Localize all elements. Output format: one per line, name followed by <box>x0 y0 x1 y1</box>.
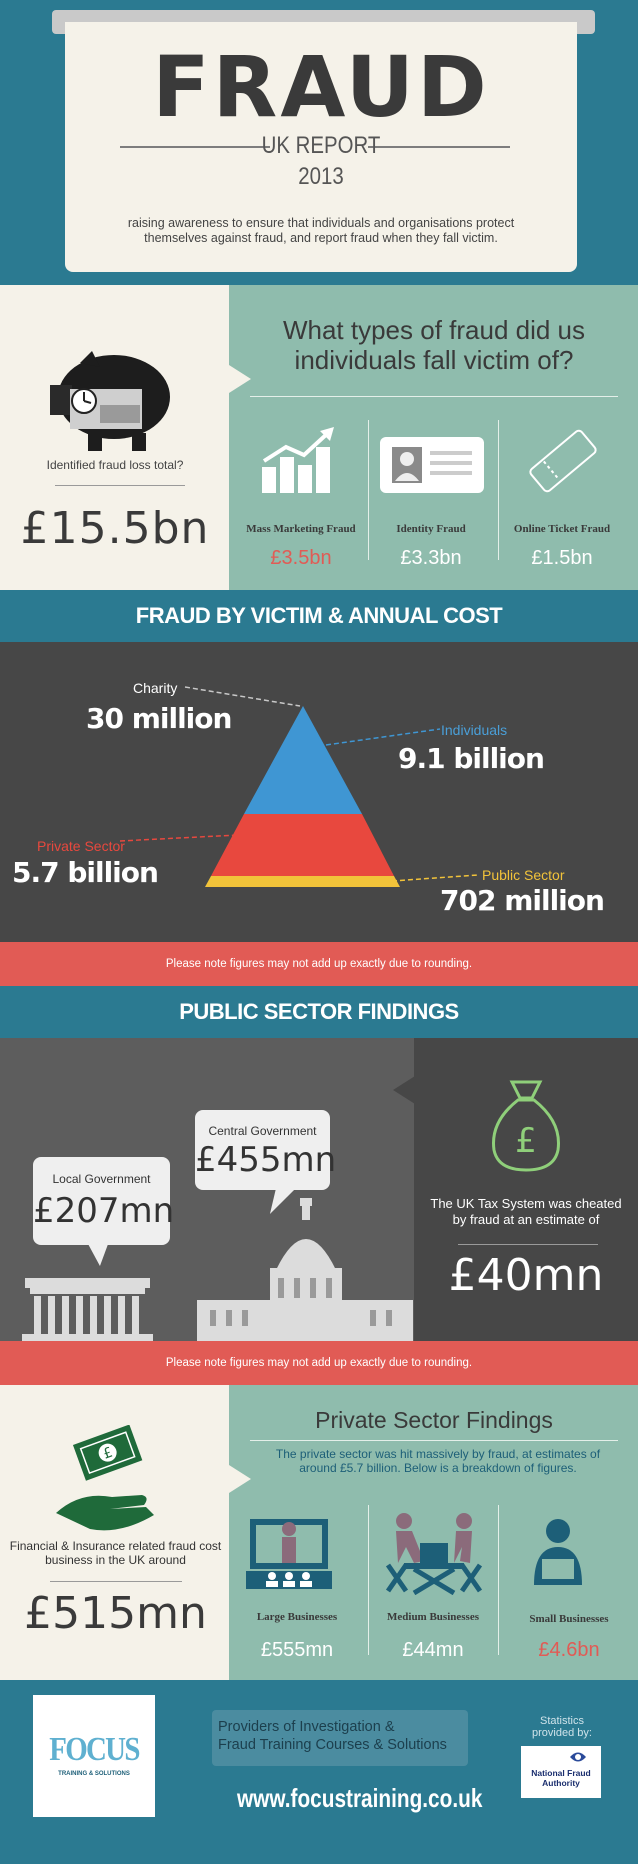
loss-divider <box>55 485 185 486</box>
victim-banner: FRAUD BY VICTIM & ANNUAL COST <box>0 590 638 642</box>
category-value-0: £3.5bn <box>270 547 332 569</box>
large-business-icon <box>246 1513 332 1593</box>
local-government-value: £207mn <box>33 1191 175 1231</box>
central-government-value: £455mn <box>195 1140 337 1180</box>
business-value-1: £44mn <box>402 1639 464 1661</box>
chart-icon <box>258 425 338 495</box>
column-divider-1 <box>368 420 369 560</box>
providers-line-2: Fraud Training Courses & Solutions <box>218 1737 447 1753</box>
tagline: raising awareness to ensure that individuals and organisations protect themselves against fraud, and report fraud when they fall victim. <box>127 216 515 245</box>
individuals-value: 9.1 billion <box>398 742 544 775</box>
business-label-1: Medium Businesses <box>387 1611 479 1623</box>
pyramid-individuals <box>244 706 362 814</box>
business-value-0: £555mn <box>260 1639 334 1661</box>
business-label-2: Small Businesses <box>529 1613 609 1625</box>
rounding-note-1: Please note figures may not add up exactly due to rounding. <box>0 942 638 986</box>
header-section <box>0 0 638 285</box>
category-label-0: Mass Marketing Fraud <box>246 523 356 535</box>
financial-fraud-value: £515mn <box>24 1588 207 1639</box>
money-hand-icon <box>50 1425 160 1535</box>
private-sector-title: Private Sector Findings <box>315 1407 553 1433</box>
svg-text:£: £ <box>101 1444 115 1463</box>
central-government-bubble <box>195 1110 337 1190</box>
local-bubble-tail <box>88 1244 112 1266</box>
report-year: 2013 <box>298 163 344 190</box>
money-bag-icon <box>488 1076 564 1174</box>
loss-total-label: Identified fraud loss total? <box>46 458 184 472</box>
column-divider-2 <box>498 420 499 560</box>
providers-line-1: Providers of Investigation & <box>218 1719 395 1735</box>
private-sector-section <box>0 1385 638 1680</box>
pyramid-public-sector <box>205 876 400 887</box>
nfa-logo[interactable] <box>521 1746 601 1798</box>
private-sector-label: Private Sector <box>37 838 125 854</box>
category-label-1: Identity Fraud <box>396 523 466 535</box>
public-sector-value: 702 million <box>440 884 604 917</box>
eye-icon <box>569 1750 587 1764</box>
pyramid-private-sector <box>211 814 394 876</box>
piggy-bank-icon <box>40 345 180 465</box>
public-sector-banner: PUBLIC SECTOR FINDINGS <box>0 986 638 1038</box>
central-government-label: Central Government <box>208 1124 317 1138</box>
svg-text:£: £ <box>515 1121 537 1161</box>
fraud-types-question: What types of fraud did us individuals fall victim of? <box>282 315 586 375</box>
providers-box <box>212 1710 468 1766</box>
individuals-label: Individuals <box>441 722 508 738</box>
category-value-1: £3.3bn <box>400 547 462 569</box>
private-panel-arrow <box>229 1465 251 1493</box>
report-subtitle: UK REPORT <box>261 132 381 159</box>
private-sector-intro: The private sector was hit massively by fraud, at estimates of around £5.7 billion. Below is a breakdown of figures. <box>275 1447 601 1475</box>
ticket-icon <box>520 421 606 501</box>
focus-logo-text: FOCUS <box>49 1731 139 1768</box>
small-business-icon <box>528 1517 588 1589</box>
local-government-bubble <box>33 1157 175 1245</box>
loss-total-value: £15.5bn <box>20 503 210 554</box>
tax-text: The UK Tax System was cheated by fraud at an estimate of <box>430 1196 622 1227</box>
private-sector-value: 5.7 billion <box>12 856 158 889</box>
fraud-loss-section <box>0 285 638 590</box>
fraud-by-victim-section <box>0 642 638 942</box>
business-label-0: Large Businesses <box>256 1611 338 1623</box>
financial-fraud-label: Financial & Insurance related fraud cost business in the UK around <box>9 1539 222 1567</box>
question-divider <box>250 396 618 397</box>
financial-divider <box>50 1581 182 1582</box>
business-divider-2 <box>498 1505 499 1655</box>
id-card-icon <box>380 437 484 493</box>
nfa-text-2: Authority <box>542 1778 580 1788</box>
statistics-label: Statistics provided by: <box>532 1715 592 1739</box>
tax-value: £40mn <box>448 1250 604 1301</box>
category-value-2: £1.5bn <box>531 547 593 569</box>
footer-section <box>0 1680 638 1864</box>
charity-label: Charity <box>133 680 178 696</box>
tax-divider <box>458 1244 598 1245</box>
local-government-label: Local Government <box>52 1172 151 1186</box>
tax-panel-arrow <box>393 1076 415 1104</box>
medium-business-icon <box>384 1511 484 1595</box>
focus-logo-sub: TRAINING & SOLUTIONS <box>58 1771 130 1777</box>
business-divider-1 <box>368 1505 369 1655</box>
page-title: FRAUD <box>152 38 490 136</box>
charity-value: 30 million <box>86 702 232 735</box>
website-link[interactable]: www.focustraining.co.uk <box>237 1783 483 1813</box>
public-sector-section <box>0 1038 638 1341</box>
business-value-2: £4.6bn <box>538 1639 600 1661</box>
focus-logo[interactable] <box>33 1695 155 1817</box>
public-sector-label: Public Sector <box>482 867 565 883</box>
category-label-2: Online Ticket Fraud <box>513 523 611 535</box>
rounding-note-2: Please note figures may not add up exactly due to rounding. <box>0 1341 638 1385</box>
nfa-text-1: National Fraud <box>531 1768 591 1778</box>
private-title-divider <box>250 1440 618 1441</box>
